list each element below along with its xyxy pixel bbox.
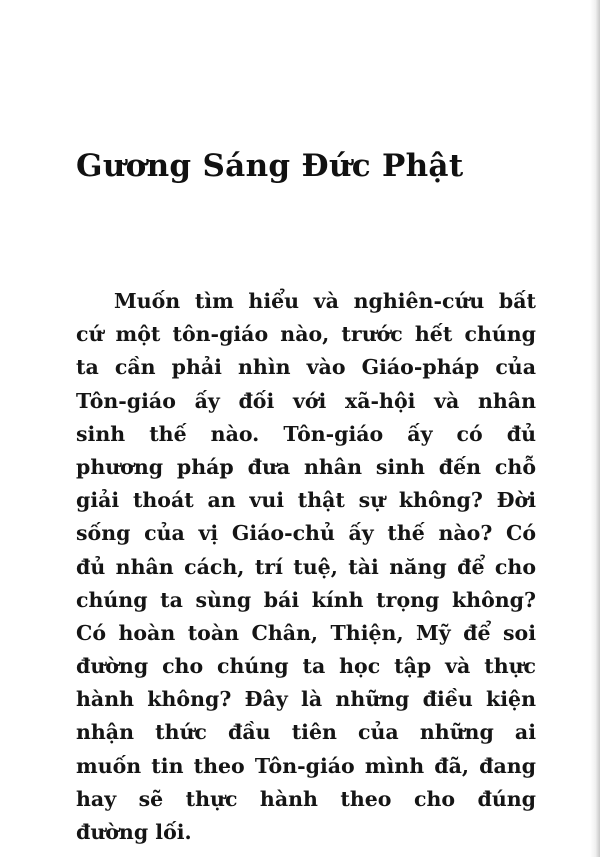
text-line: đường lối. [76,820,192,844]
chapter-title: Gương Sáng Đức Phật [76,148,464,184]
body-paragraph [76,285,536,849]
text-line: Muốn tìm hiểu và nghiên-cứu bất [114,289,536,313]
text-line: đủ nhân cách, trí tuệ, tài năng để cho [76,554,536,579]
text-line: cứ một tôn-giáo nào, trước hết chúng [76,322,536,347]
text-line: Có hoàn toàn Chân, Thiện, Mỹ để soi [76,620,536,645]
text-line: nhận thức đầu tiên của những ai [76,720,536,745]
text-line: sinh thế nào. Tôn-giáo ấy có đủ [76,421,536,446]
text-line: sống của vị Giáo-chủ ấy thế nào? Có [76,521,536,546]
text-line: giải thoát an vui thật sự không? Đời [76,488,536,513]
text-line: đường cho chúng ta học tập và thực [76,654,536,679]
text-line: hành không? Đây là những điều kiện [76,687,536,712]
text-line: Tôn-giáo ấy đối với xã-hội và nhân [76,388,536,413]
text-line: chúng ta sùng bái kính trọng không? [76,587,536,612]
page-edge-shadow [590,0,600,857]
text-line: muốn tin theo Tôn-giáo mình đã, đang [76,753,536,778]
text-line: hay sẽ thực hành theo cho đúng [76,786,536,811]
text-line: ta cần phải nhìn vào Giáo-pháp của [76,355,536,380]
text-line: phương pháp đưa nhân sinh đến chỗ [76,454,536,479]
